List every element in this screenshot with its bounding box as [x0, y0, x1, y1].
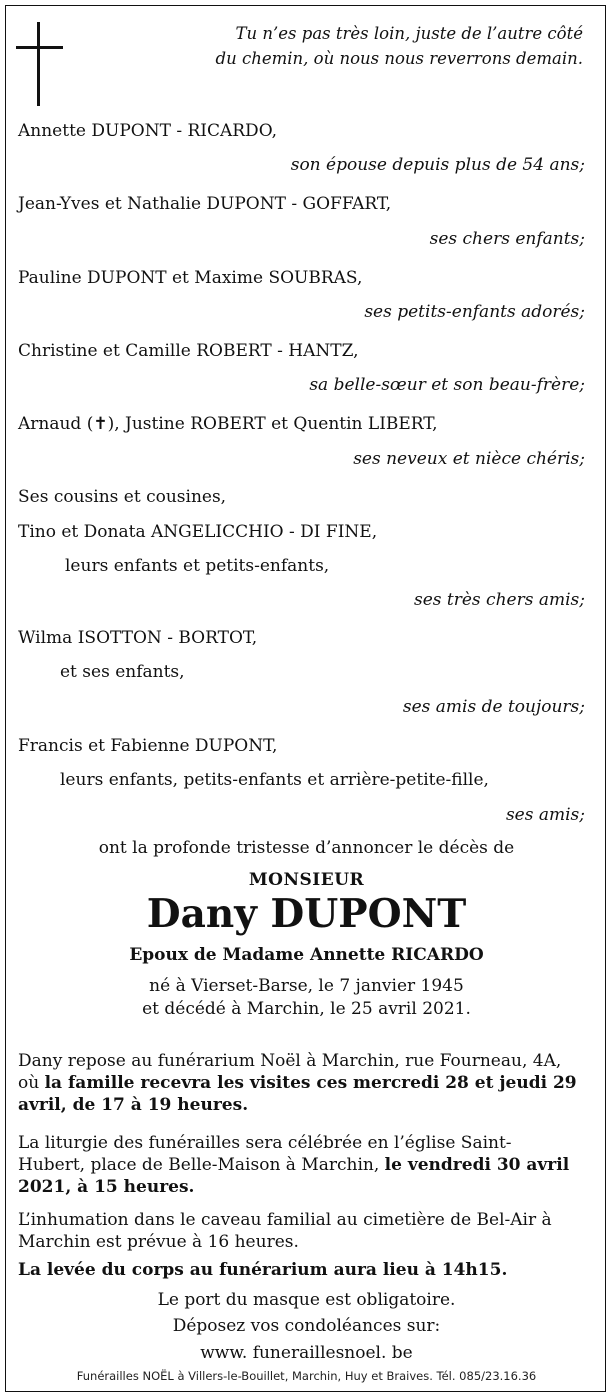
epigraph — [163, 21, 583, 71]
family-name-5: Arnaud (✝), Justine ROBERT et Quentin LIBERT, — [18, 414, 438, 434]
epigraph-line-2: du chemin, où nous nous reverrons demain. — [215, 49, 583, 68]
liturgy-date: le vendredi 30 avril 2021, à 15 heures. — [18, 1155, 570, 1197]
condolences-website[interactable]: www. funeraillesnoel. be — [200, 1343, 413, 1363]
family-relation-1: son épouse depuis plus de 54 ans; — [290, 155, 585, 175]
family-name-1: Annette DUPONT - RICARDO, — [18, 121, 278, 141]
birth-line: né à Vierset-Barse, le 7 janvier 1945 — [149, 976, 464, 996]
family-relation-4: sa belle-sœur et son beau-frère; — [309, 375, 585, 395]
cousins-line-3: leurs enfants et petits-enfants, — [65, 556, 330, 576]
visitation-paragraph — [18, 1050, 578, 1116]
liturgy-paragraph — [18, 1132, 578, 1198]
francis-relation: ses amis; — [505, 805, 585, 825]
cross-icon-bar — [16, 46, 63, 49]
francis-line-2: leurs enfants, petits-enfants et arrière-petite-fille, — [60, 770, 489, 790]
burial-paragraph: L’inhumation dans le caveau familial au cimetière de Bel-Air à Marchin est prévue à 16 heures. — [18, 1210, 552, 1252]
cross-icon — [37, 22, 40, 106]
visitation-text: Dany repose au funérarium Noël à Marchin, rue Fourneau, 4A, où — [18, 1051, 562, 1093]
family-relation-3: ses petits-enfants adorés; — [364, 302, 585, 322]
family-name-2: Jean-Yves et Nathalie DUPONT - GOFFART, — [18, 194, 392, 214]
family-relation-2: ses chers enfants; — [429, 229, 585, 249]
family-name-4: Christine et Camille ROBERT - HANTZ, — [18, 341, 359, 361]
death-line: et décédé à Marchin, le 25 avril 2021. — [142, 999, 471, 1019]
title-monsieur: MONSIEUR — [248, 870, 365, 890]
cousins-line-1: Ses cousins et cousines, — [18, 487, 227, 507]
condolences-label: Déposez vos condoléances sur: — [172, 1316, 441, 1336]
procession-line: La levée du corps au funérarium aura lieu à 14h15. — [18, 1260, 508, 1280]
mask-notice: Le port du masque est obligatoire. — [157, 1290, 456, 1310]
isotton-line-1: Wilma ISOTTON - BORTOT, — [18, 628, 258, 648]
francis-line-1: Francis et Fabienne DUPONT, — [18, 736, 278, 756]
visitation-hours: la famille recevra les visites ces mercredi 28 et jeudi 29 avril, de 17 à 19 heures. — [18, 1073, 577, 1115]
liturgy-text: La liturgie des funérailles sera célébrée en l’église Saint-Hubert, place de Belle-Maison à Marchin, — [18, 1133, 512, 1175]
funeral-home-footer: Funérailles NOËL à Villers-le-Bouillet, Marchin, Huy et Braives. Tél. 085/23.16.36 — [76, 1369, 537, 1383]
isotton-line-2: et ses enfants, — [60, 662, 185, 682]
deceased-name: Dany DUPONT — [146, 891, 467, 937]
family-relation-5: ses neveux et nièce chéris; — [353, 449, 585, 469]
announcement: ont la profonde tristesse d’annoncer le décès de — [98, 838, 515, 858]
cousins-relation: ses très chers amis; — [414, 590, 585, 610]
family-name-3: Pauline DUPONT et Maxime SOUBRAS, — [18, 268, 363, 288]
spouse-line: Epoux de Madame Annette RICARDO — [129, 945, 484, 965]
cousins-line-2: Tino et Donata ANGELICCHIO - DI FINE, — [18, 522, 378, 542]
isotton-relation: ses amis de toujours; — [402, 697, 585, 717]
epigraph-line-1: Tu n’es pas très loin, juste de l’autre côté — [235, 24, 583, 43]
